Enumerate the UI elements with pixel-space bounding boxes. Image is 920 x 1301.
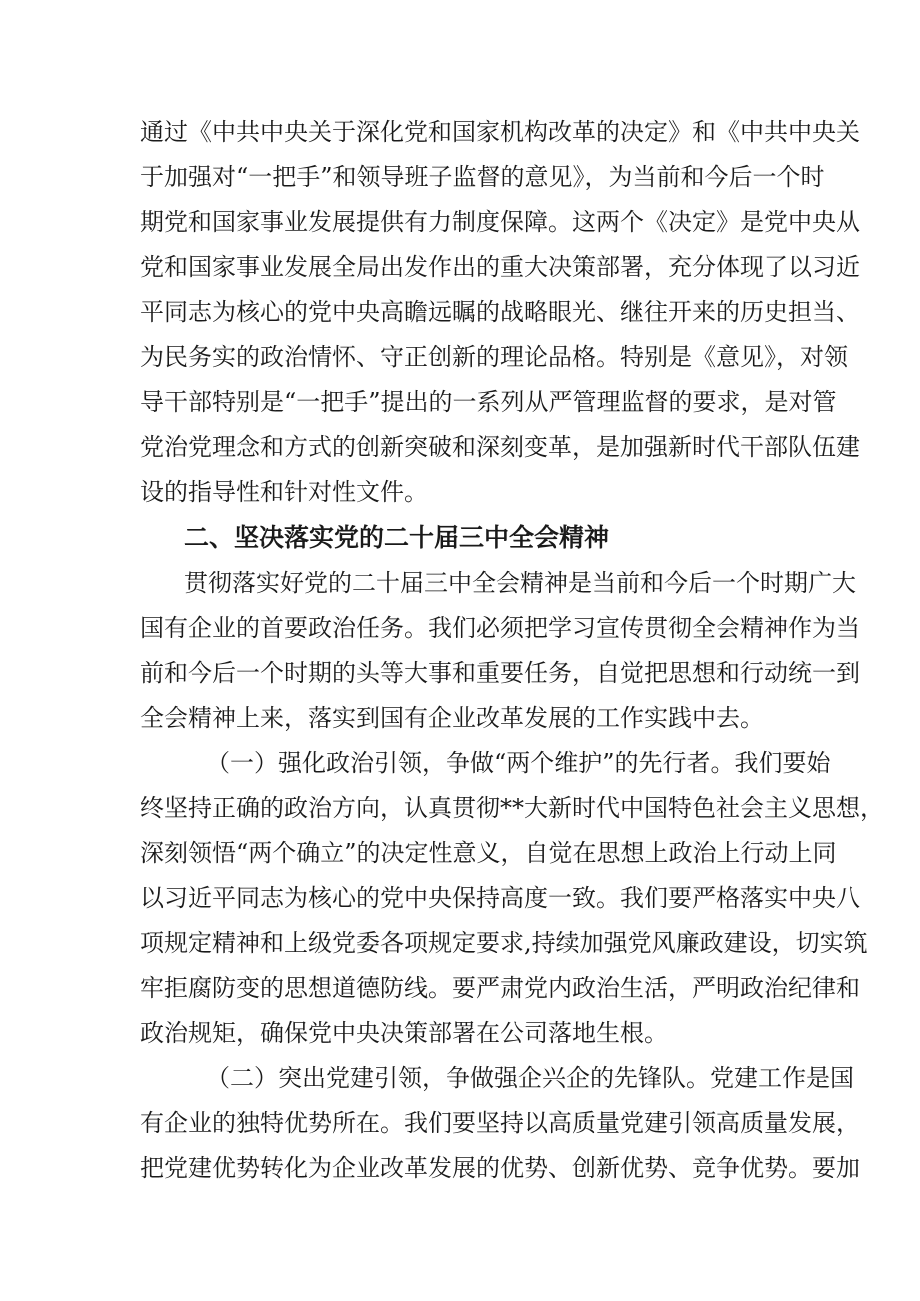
intro-line-8: 党治党理念和方式的创新突破和深刻变革，是加强新时代干部队伍建 (140, 433, 860, 461)
intro-line-7: 导干部特别是“一把手”提出的一系列从严管理监督的要求，是对管 (140, 388, 837, 416)
intro-line-5: 平同志为核心的党中央高瞻远瞩的战略眼光、继往开来的历史担当、 (140, 298, 860, 326)
section-intro-line-2: 国有企业的首要政治任务。我们必须把学习宣传贯彻全会精神作为当 (140, 614, 860, 642)
subsection-2-line-2: 有企业的独特优势所在。我们要坚持以高质量党建引领高质量发展， (140, 1109, 860, 1137)
subsection-1-line-6: 牢拒腐防变的思想道德防线。要严肃党内政治生活，严明政治纪律和 (140, 974, 860, 1002)
intro-line-3: 期党和国家事业发展提供有力制度保障。这两个《决定》是党中央从 (140, 208, 860, 236)
subsection-1-line-7: 政治规矩，确保党中央决策部署在公司落地生根。 (140, 1019, 668, 1047)
intro-line-4: 党和国家事业发展全局出发作出的重大决策部署，充分体现了以习近 (140, 253, 860, 281)
intro-line-9: 设的指导性和针对性文件。 (140, 478, 428, 506)
subsection-2-line-1: （二）突出党建引领，争做强企兴企的先锋队。党建工作是国 (206, 1064, 854, 1092)
section-intro-line-1: 贯彻落实好党的二十届三中全会精神是当前和今后一个时期广大 (184, 569, 856, 597)
section-heading: 二、坚决落实党的二十届三中全会精神 (184, 523, 610, 552)
subsection-1-line-2: 终坚持正确的政治方向，认真贯彻**大新时代中国特色社会主义思想， (140, 794, 884, 822)
intro-line-6: 为民务实的政治情怀、守正创新的理论品格。特别是《意见》，对领 (140, 343, 848, 371)
section-intro-line-4: 全会精神上来，落实到国有企业改革发展的工作实践中去。 (140, 704, 764, 732)
subsection-1-line-1: （一）强化政治引领，争做“两个维护”的先行者。我们要始 (206, 749, 831, 777)
intro-line-2: 于加强对“一把手”和领导班子监督的意见》，为当前和今后一个时 (140, 163, 825, 191)
intro-line-1: 通过《中共中央关于深化党和国家机构改革的决定》和《中共中央关 (140, 118, 860, 146)
subsection-2-line-3: 把党建优势转化为企业改革发展的优势、创新优势、竞争优势。要加 (140, 1154, 860, 1182)
subsection-1-line-4: 以习近平同志为核心的党中央保持高度一致。我们要严格落实中央八 (140, 884, 860, 912)
subsection-1-line-5: 项规定精神和上级党委各项规定要求,持续加强党风廉政建设，切实筑 (140, 929, 868, 957)
section-intro-line-3: 前和今后一个时期的头等大事和重要任务，自觉把思想和行动统一到 (140, 659, 860, 687)
subsection-1-line-3: 深刻领悟“两个确立”的决定性意义，自觉在思想上政治上行动上同 (140, 839, 837, 867)
